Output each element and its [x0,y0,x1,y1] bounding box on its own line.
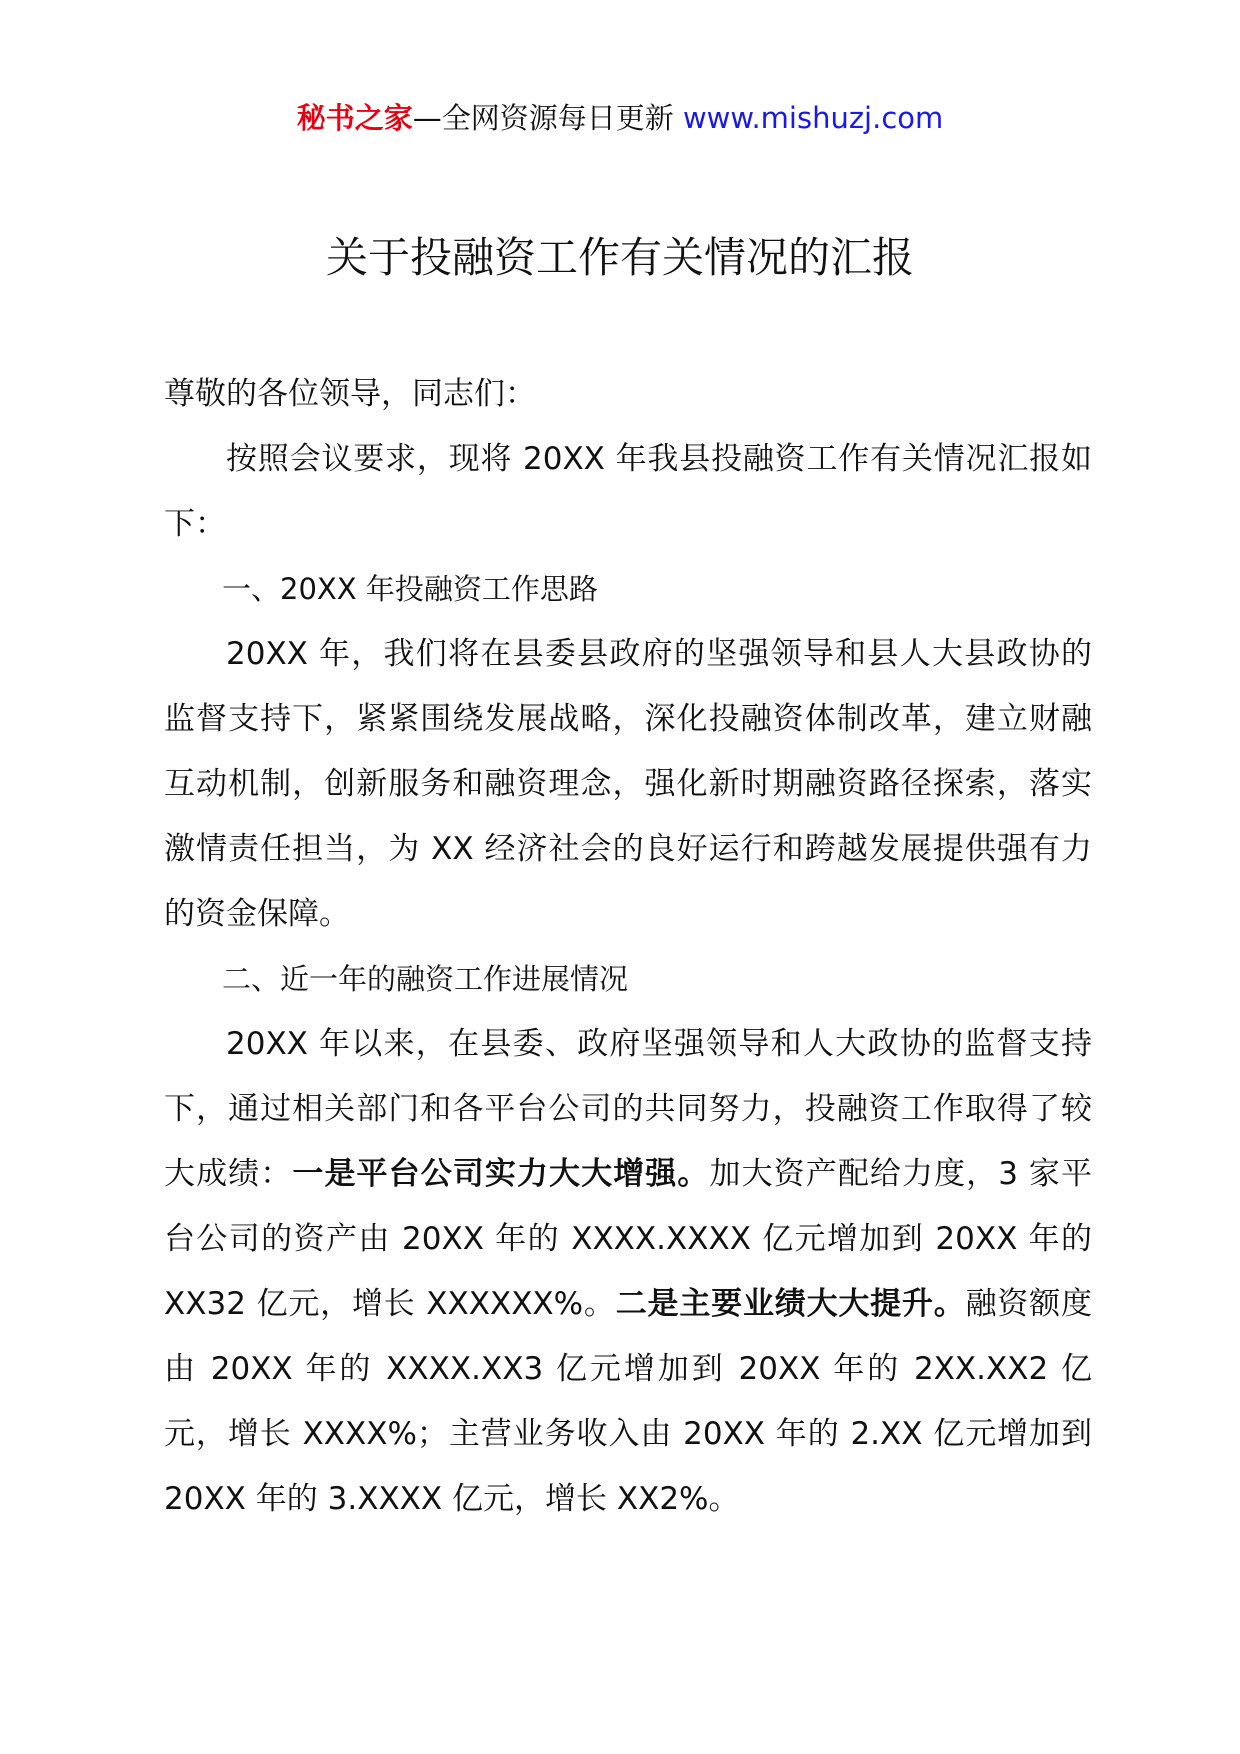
banner-slogan: —全网资源每日更新 [412,101,683,135]
paragraph-text: 融资额度由 20XX 年的 XXXX.XX3 亿元增加到 20XX 年的 2XX.XX2 亿元，增长 XXXX%；主营业务收入由 20XX 年的 2.XX 亿元增加到 20XX 年的 3.XXXX 亿元，增长 XX2%。 [164,1286,1093,1517]
paragraph-text: 20XX 年以来，在县委、政府坚强领导和人大政协的监督支持下，通过相关部门和各平台公司的共同努力，投融资工作取得了较大成绩： [164,1026,1092,1192]
intro-paragraph: 按照会议要求，现将 20XX 年我县投融资工作有关情况汇报如下： [164,441,1092,542]
brand-name: 秘书之家 [296,101,413,135]
document-title: 关于投融资工作有关情况的汇报 [325,233,914,282]
bold-highlight: 二是主要业绩大大提升。 [615,1286,966,1322]
paragraph-text: 加大资产配给力度，3 家平台公司的资产由 20XX 年的 XXXX.XXXX 亿元增加到 20XX 年的 XX32 亿元，增长 XXXXXX%。 [164,1156,1093,1322]
section-paragraph-2 [164,1012,1092,1532]
section-paragraph-1: 20XX 年，我们将在县委县政府的坚强领导和县人大县政协的监督支持下，紧紧围绕发展战略，深化投融资体制改革，建立财融互动机制，创新服务和融资理念，强化新时期融资路径探索，落实激情责任担当，为 XX 经济社会的良好运行和跨越发展提供强有力的资金保障。 [164,636,1092,932]
section-heading-1: 一、20XX 年投融资工作思路 [222,572,598,606]
salutation: 尊敬的各位领导，同志们： [164,376,536,412]
bold-highlight: 一是平台公司实力大大增强。 [292,1156,710,1192]
site-banner [0,98,1240,138]
document-body [164,362,1092,1532]
section-heading-2: 二、近一年的融资工作进展情况 [222,962,629,996]
site-url-link[interactable]: www.mishuzj.com [682,101,944,135]
